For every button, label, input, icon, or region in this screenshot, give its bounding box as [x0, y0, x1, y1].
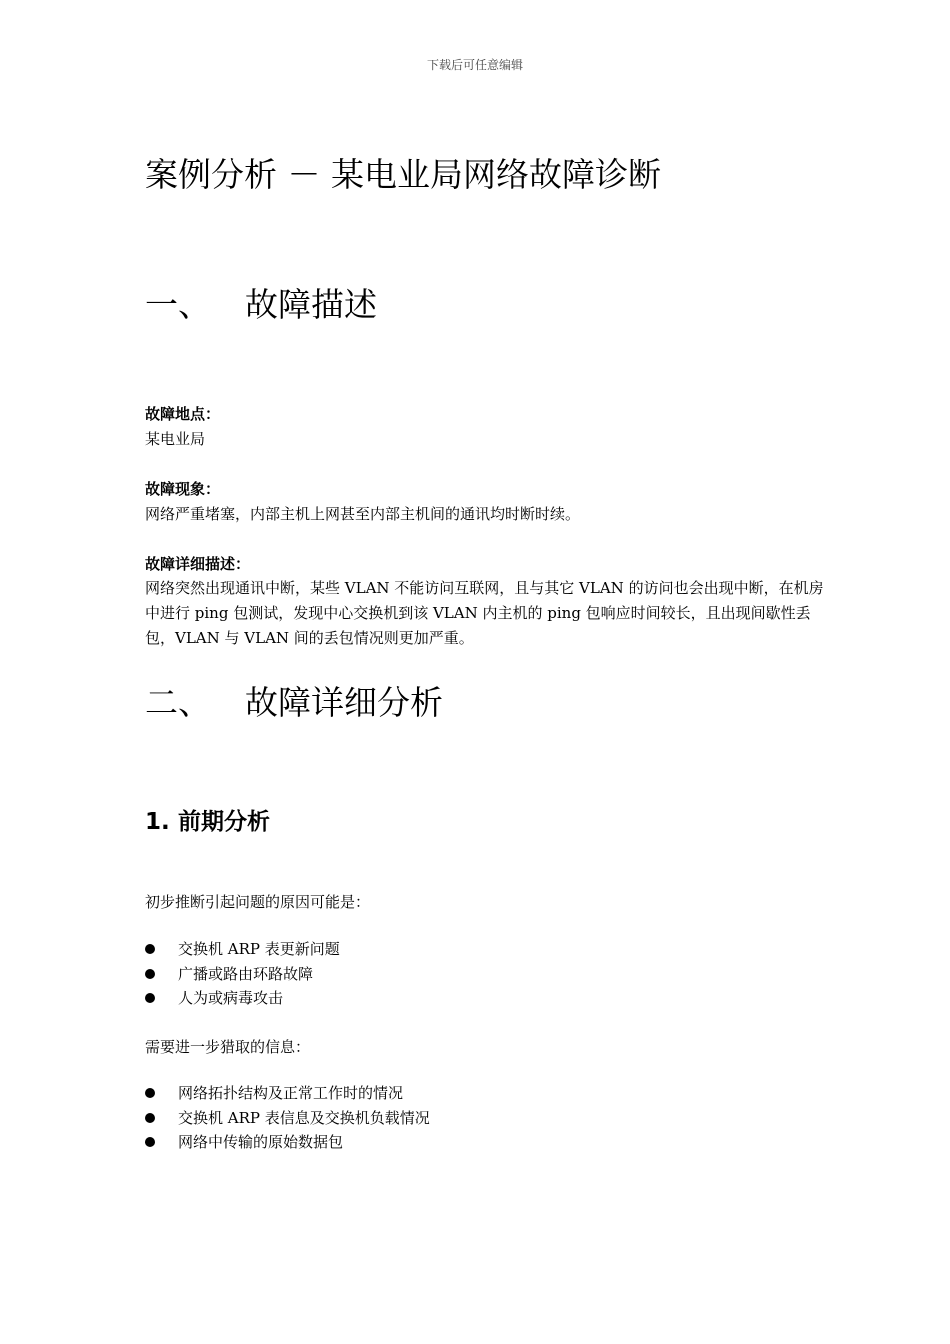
- section-heading-fault-analysis: [145, 680, 443, 726]
- list-item: 交换机 ARP 表更新问题: [145, 937, 340, 962]
- page-header-note: 下载后可任意编辑: [426, 58, 523, 72]
- subsection-title: 前期分析: [178, 809, 270, 835]
- info-needed-list: [145, 1081, 430, 1155]
- bullet-icon: [145, 944, 155, 954]
- list-item: 人为或病毒攻击: [145, 986, 340, 1011]
- section-title: 故障详细分析: [245, 683, 443, 722]
- fault-symptom-label: 故障现象：: [145, 480, 221, 498]
- list-item: 交换机 ARP 表信息及交换机负载情况: [145, 1106, 430, 1131]
- fault-location-text: 某电业局: [145, 430, 206, 448]
- fault-symptom-text: 网络严重堵塞，内部主机上网甚至内部主机间的通讯均时断时续。: [145, 505, 581, 523]
- info-needed-intro: 需要进一步猎取的信息：: [145, 1038, 311, 1056]
- bullet-icon: [145, 993, 155, 1003]
- bullet-icon: [145, 969, 155, 979]
- section-title: 故障描述: [245, 285, 377, 324]
- fault-detail-label: 故障详细描述：: [145, 555, 251, 573]
- list-item: 网络拓扑结构及正常工作时的情况: [145, 1081, 430, 1106]
- list-item: 网络中传输的原始数据包: [145, 1130, 430, 1155]
- document-title: 案例分析 － 某电业局网络故障诊断: [145, 155, 661, 194]
- section-number: 一、: [145, 285, 211, 324]
- bullet-icon: [145, 1113, 155, 1123]
- bullet-icon: [145, 1137, 155, 1147]
- list-item: 广播或路由环路故障: [145, 962, 340, 987]
- causes-intro: 初步推断引起问题的原因可能是：: [145, 893, 371, 911]
- fault-location-label: 故障地点：: [145, 405, 221, 423]
- section-number: 二、: [145, 683, 211, 722]
- section-heading-fault-description: [145, 282, 377, 328]
- possible-causes-list: [145, 937, 340, 1011]
- bullet-icon: [145, 1088, 155, 1098]
- subsection-heading-preliminary-analysis: [145, 806, 270, 838]
- fault-detail-text: 网络突然出现通讯中断，某些 VLAN 不能访问互联网，且与其它 VLAN 的访问也会出现中断，在机房中进行 ping 包测试，发现中心交换机到该 VLAN 内主机的 ping 包响应时间较长，且出现间歇性丢包，VLAN 与 VLAN 间的丢包情况则更加严重。: [145, 579, 824, 647]
- subsection-number: 1.: [145, 809, 170, 835]
